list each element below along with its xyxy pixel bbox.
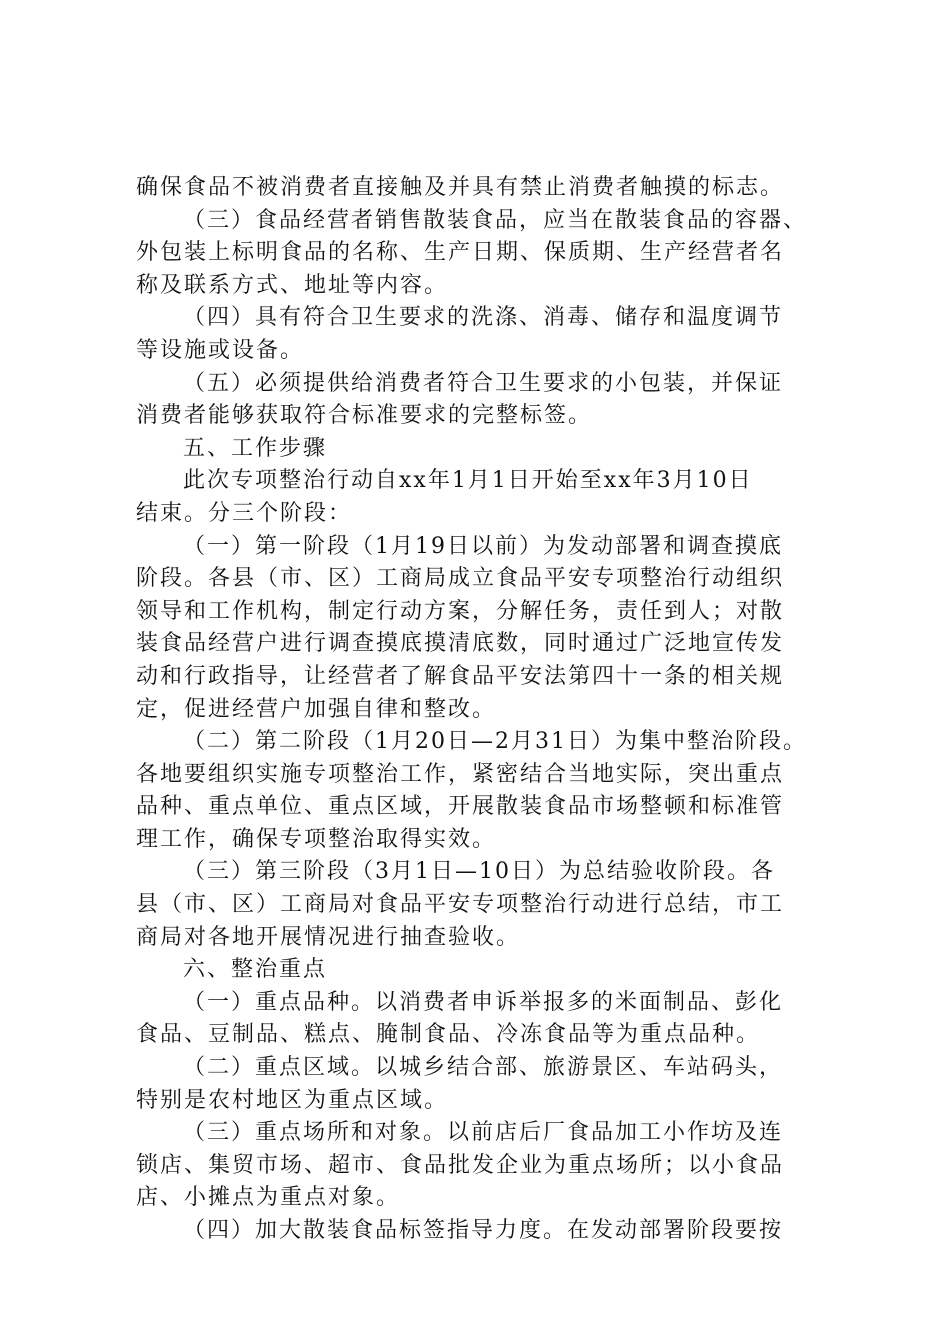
text-line: 此次专项整治行动自xx年1月1日开始至xx年3月10日 xyxy=(183,468,753,494)
text-line: 结束。分三个阶段： xyxy=(136,500,353,526)
text-line: 等设施或设备。 xyxy=(136,337,305,363)
text-line: 称及联系方式、地址等内容。 xyxy=(136,272,449,298)
text-line: 定，促进经营户加强自律和整改。 xyxy=(136,696,497,722)
text-line: 五、工作步骤 xyxy=(183,435,328,461)
text-line: 锁店、集贸市场、超市、食品批发企业为重点场所；以小食品 xyxy=(136,1152,785,1178)
text-line: （一）重点品种。以消费者申诉举报多的米面制品、彭化 xyxy=(183,989,784,1015)
text-line: 外包装上标明食品的名称、生产日期、保质期、生产经营者名 xyxy=(136,240,785,266)
text-line: 特别是农村地区为重点区域。 xyxy=(136,1087,449,1113)
text-line: 阶段。各县（市、区）工商局成立食品平安专项整治行动组织 xyxy=(136,566,785,592)
text-line: 六、整治重点 xyxy=(183,957,328,983)
text-line: （三）重点场所和对象。以前店后厂食品加工小作坊及连 xyxy=(183,1120,784,1146)
text-line: 县（市、区）工商局对食品平安专项整治行动进行总结，市工 xyxy=(136,892,785,918)
text-line: 理工作，确保专项整治取得实效。 xyxy=(136,826,497,852)
text-line: 店、小摊点为重点对象。 xyxy=(136,1185,401,1211)
text-line: 动和行政指导，让经营者了解食品平安法第四十一条的相关规 xyxy=(136,663,785,689)
text-line: （三）食品经营者销售散装食品，应当在散装食品的容器、 xyxy=(183,207,808,233)
text-line: （五）必须提供给消费者符合卫生要求的小包装，并保证 xyxy=(183,370,784,396)
text-line: （四）加大散装食品标签指导力度。在发动部署阶段要按 xyxy=(183,1218,784,1243)
text-line: 各地要组织实施专项整治工作，紧密结合当地实际，突出重点 xyxy=(136,761,785,787)
text-line: （二）重点区域。以城乡结合部、旅游景区、车站码头， xyxy=(183,1055,784,1081)
document-body xyxy=(136,172,836,1248)
text-line: 确保食品不被消费者直接触及并具有禁止消费者触摸的标志。 xyxy=(136,175,785,200)
text-line: （二）第二阶段（1月20日—2月31日）为集中整治阶段。 xyxy=(183,729,807,755)
text-line: 食品、豆制品、糕点、腌制食品、冷冻食品等为重点品种。 xyxy=(136,1022,761,1048)
text-line: 装食品经营户进行调查摸底摸清底数，同时通过广泛地宣传发 xyxy=(136,631,785,657)
text-line: 领导和工作机构，制定行动方案，分解任务，责任到人；对散 xyxy=(136,598,785,624)
text-line: （三）第三阶段（3月1日—10日）为总结验收阶段。各 xyxy=(183,859,775,885)
text-line: （一）第一阶段（1月19日以前）为发动部署和调查摸底 xyxy=(183,533,783,559)
text-line: 消费者能够获取符合标准要求的完整标签。 xyxy=(136,403,593,429)
text-line: 商局对各地开展情况进行抽查验收。 xyxy=(136,924,521,950)
text-line: （四）具有符合卫生要求的洗涤、消毒、储存和温度调节 xyxy=(183,305,784,331)
text-line: 品种、重点单位、重点区域，开展散装食品市场整顿和标准管 xyxy=(136,794,785,820)
